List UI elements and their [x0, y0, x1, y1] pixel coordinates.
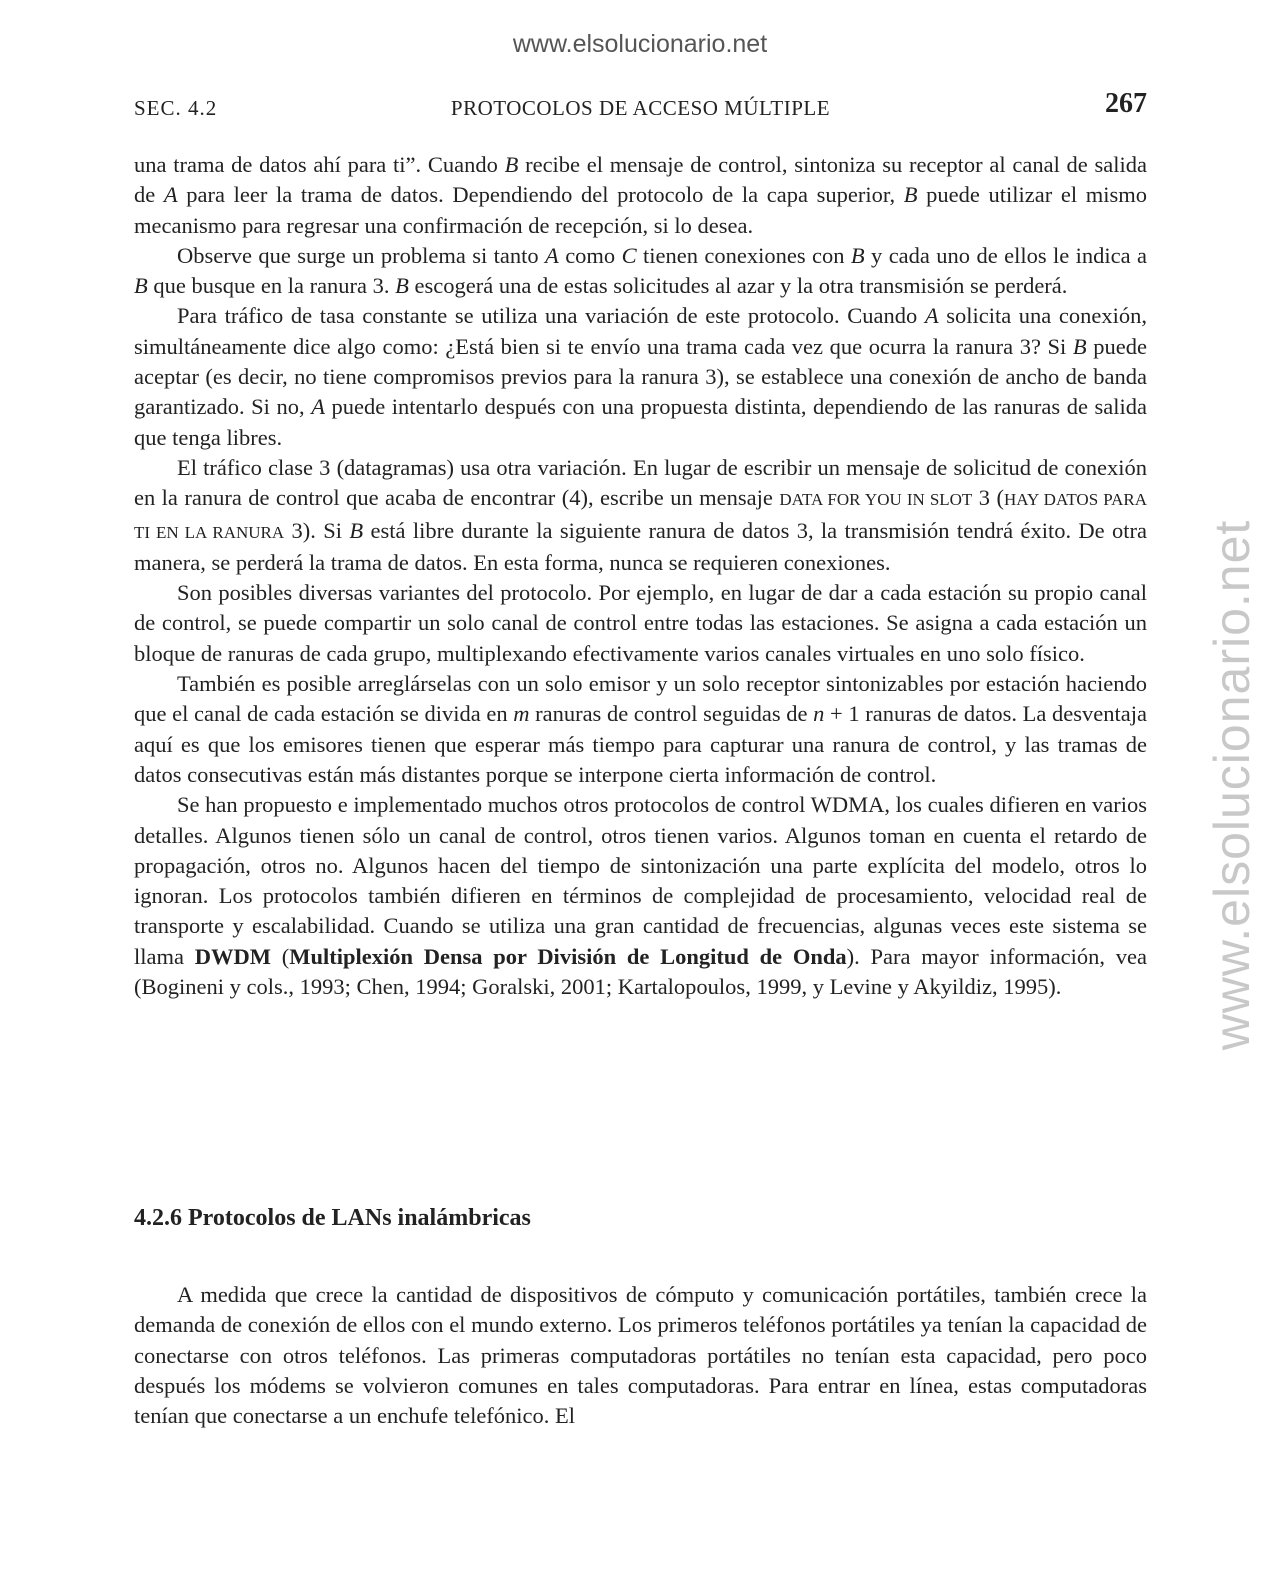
paragraph-4: El tráfico clase 3 (datagramas) usa otra variación. En lugar de escribir un mensaje de solicitud de conexión en la ranura de control que acaba de encontrar (4), escribe un mensaje DATA FOR YOU IN SLOT 3 (HAY DATOS PARA TI EN LA RANURA 3). Si B está libre durante la siguiente ranura de datos 3, la transmisión tendrá éxito. De otra manera, se perderá la trama de datos. En esta forma, nunca se requieren conexiones. — [134, 454, 1148, 575]
paragraph-3: Para tráfico de tasa constante se utiliza una variación de este protocolo. Cuando A solicita una conexión, simultáneamente dice algo como: ¿Está bien si te envío una trama cada vez que ocurra la ranura 3? Si B puede aceptar (es decir, no tiene compromisos previos para la ranura 3), se establece una conexión de ancho de banda garantizado. Si no, A puede intentarlo después con una propuesta distinta, dependiendo de las ranuras de salida que tenga libres. — [134, 303, 1147, 450]
watermark-top: www.elsolucionario.net — [512, 30, 768, 58]
body-text-section — [134, 1280, 1147, 1431]
body-text — [134, 150, 1147, 1002]
paragraph-8: A medida que crece la cantidad de dispositivos de cómputo y comunicación portátiles, también crece la demanda de conexión de ellos con el mundo externo. Los primeros teléfonos portátiles ya tenían la capacidad de conectarse con otros teléfonos. Las primeras computadoras portátiles no tenían esta capacidad, pero poco después los módems se volvieron comunes en tales computadoras. Para entrar en línea, estas computadoras tenían que conectarse a un enchufe telefónico. El — [134, 1282, 1147, 1429]
term-dwdm: DWDM — [194, 943, 271, 969]
small-caps-translation: HAY DATOS PARA TI EN LA RANURA — [134, 490, 1148, 542]
watermark-side: www.elsolucionario.net — [1204, 519, 1260, 1051]
section-heading: 4.2.6 Protocolos de LANs inalámbricas — [134, 1205, 531, 1231]
page-number: 267 — [1105, 88, 1147, 119]
header-section: SEC. 4.2 — [134, 96, 218, 120]
paragraph-5: Son posibles diversas variantes del protocolo. Por ejemplo, en lugar de dar a cada estación su propio canal de control, se puede compartir un solo canal de control entre todas las estaciones. Se asigna a cada estación un bloque de ranuras de cada grupo, multiplexando efectivamente varios canales virtuales en uno solo físico. — [134, 580, 1147, 666]
term-dwdm-expansion: Multiplexión Densa por División de Longitud de Onda — [289, 943, 847, 969]
running-header — [134, 88, 1147, 128]
paragraph-2: Observe que surge un problema si tanto A como C tienen conexiones con B y cada uno de ellos le indica a B que busque en la ranura 3. B escogerá una de estas solicitudes al azar y la otra transmisión se perderá. — [134, 242, 1147, 299]
paragraph-6: También es posible arreglárselas con un solo emisor y un solo receptor sintonizables por estación haciendo que el canal de cada estación se divida en m ranuras de control seguidas de n + 1 ranuras de datos. La desventaja aquí es que los emisores tienen que esperar más tiempo para capturar una ranura de control, y las tramas de datos consecutivas están más distantes porque se interpone cierta información de control. — [134, 671, 1147, 787]
small-caps-message: DATA FOR YOU IN SLOT — [779, 490, 973, 510]
header-title: PROTOCOLOS DE ACCESO MÚLTIPLE — [450, 96, 831, 120]
paragraph-7: Se han propuesto e implementado muchos otros protocolos de control WDMA, los cuales difieren en varios detalles. Algunos tienen sólo un canal de control, otros tienen varios. Algunos toman en cuenta el retardo de propagación, otros no. Algunos hacen del tiempo de sintonización una parte explícita del modelo, otros lo ignoran. Los protocolos también difieren en términos de complejidad de procesamiento, velocidad real de transporte y escalabilidad. Cuando se utiliza una gran cantidad de frecuencias, algunas veces este sistema se llama DWDM (Multiplexión Densa por División de Longitud de Onda). Para mayor información, vea (Bogineni y cols., 1993; Chen, 1994; Goralski, 2001; Kartalopoulos, 1999, y Levine y Akyildiz, 1995). — [134, 792, 1148, 1000]
paragraph-1: una trama de datos ahí para ti”. Cuando B recibe el mensaje de control, sintoniza su receptor al canal de salida de A para leer la trama de datos. Dependiendo del protocolo de la capa superior, B puede utilizar el mismo mecanismo para regresar una confirmación de recepción, si lo desea. — [134, 152, 1147, 238]
